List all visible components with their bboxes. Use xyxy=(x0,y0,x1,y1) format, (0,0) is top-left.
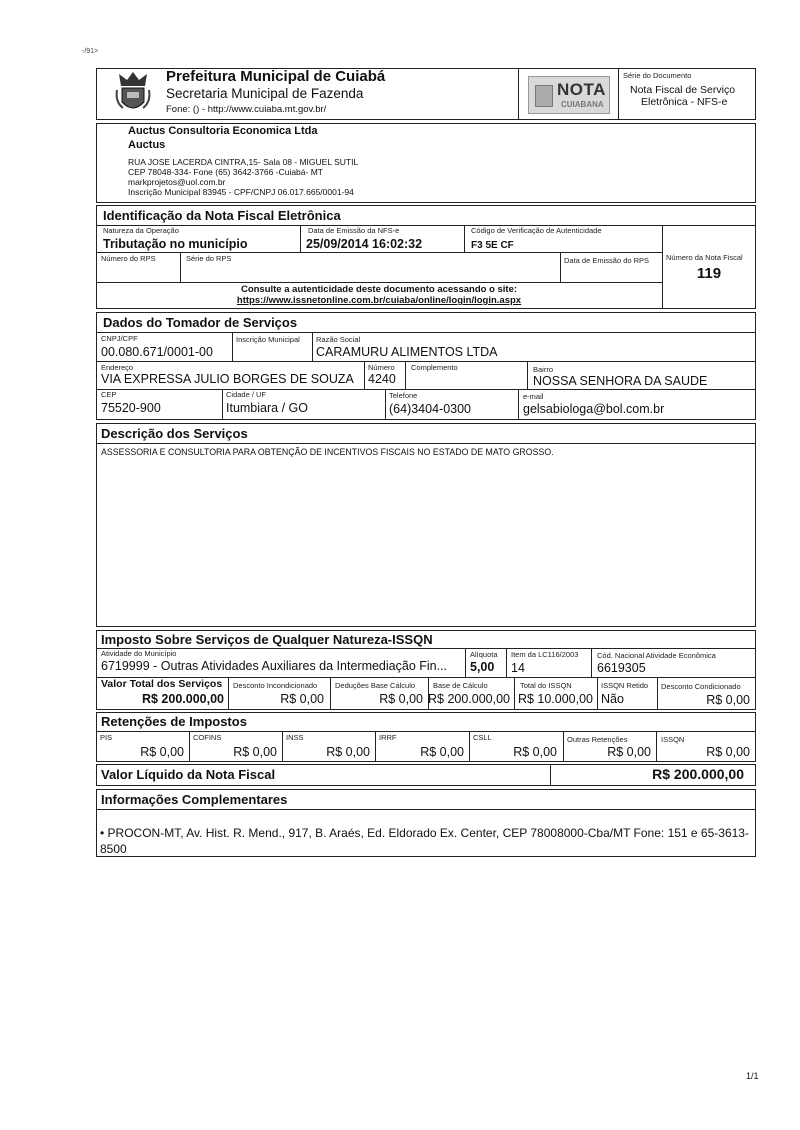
retention-other-value: R$ 0,00 xyxy=(607,745,651,759)
operation-label: Natureza da Operação xyxy=(103,226,179,235)
email-label: e-mail xyxy=(523,392,544,401)
complement-label: Complemento xyxy=(411,363,458,372)
coat-of-arms-icon xyxy=(115,70,151,116)
rps-date-label: Data de Emissão do RPS xyxy=(564,256,650,265)
consult-text: Consulte a autenticidade deste documento acessando o site: xyxy=(240,284,518,295)
retention-irrf-value: R$ 0,00 xyxy=(420,745,464,759)
verification-value: F3 5E CF xyxy=(471,240,514,251)
number-value: 4240 xyxy=(368,372,396,386)
consult-url-link[interactable]: https://www.issnetonline.com.br/cuiaba/online/login/login.aspx xyxy=(236,295,522,306)
cnae-value: 6619305 xyxy=(597,661,646,675)
logo-subtext: CUIABANA xyxy=(561,100,604,109)
provider-short-name: Auctus xyxy=(128,139,166,151)
city-value: Itumbiara / GO xyxy=(226,401,308,415)
corner-mark: -/91> xyxy=(82,48,99,55)
emission-value: 25/09/2014 16:02:32 xyxy=(306,237,423,251)
cnpj-label: CNPJ/CPF xyxy=(101,334,138,343)
retention-other-label: Outras Retenções xyxy=(567,735,628,744)
retentions-title: Retenções de Impostos xyxy=(101,714,247,729)
rate-label: Alíquota xyxy=(470,650,498,659)
services-description: ASSESSORIA E CONSULTORIA PARA OBTENÇÃO DE INCENTIVOS FISCAIS NO ESTADO DE MATO GROSSO. xyxy=(101,447,554,457)
identification-title: Identificação da Nota Fiscal Eletrônica xyxy=(103,208,341,223)
retention-issqn-value: R$ 0,00 xyxy=(706,745,750,759)
district-value: NOSSA SENHORA DA SAUDE xyxy=(533,374,708,388)
nota-cuiabana-logo xyxy=(528,76,610,114)
cnae-label: Cód. Nacional Atividade Econômica xyxy=(597,651,716,660)
total-label: Valor Total dos Serviços xyxy=(101,678,223,690)
provider-address: RUA JOSE LACERDA CINTRA,15- Sala 08 - MIGUEL SUTIL xyxy=(128,157,359,167)
retention-inss-value: R$ 0,00 xyxy=(326,745,370,759)
phone-label: Telefone xyxy=(389,391,418,400)
issqn-total-label: Total do ISSQN xyxy=(520,681,572,690)
phone-value: (64)3404-0300 xyxy=(389,402,472,416)
cond-value: R$ 0,00 xyxy=(706,693,750,707)
retention-pis-label: PIS xyxy=(100,733,113,742)
activity-value: 6719999 - Outras Atividades Auxiliares da Intermediação Fin... xyxy=(101,659,448,673)
net-label: Valor Líquido da Nota Fiscal xyxy=(101,767,276,782)
city-label: Cidade / UF xyxy=(226,390,267,399)
item-value: 14 xyxy=(511,661,525,675)
logo-text: NOTA xyxy=(557,80,606,99)
deductions-value: R$ 0,00 xyxy=(379,692,423,706)
doc-series-label: Série do Documento xyxy=(623,71,692,80)
doc-type-line2: Eletrônica - NFS-e xyxy=(641,96,728,108)
retention-issqn-label: ISSQN xyxy=(661,735,685,744)
number-label: Número xyxy=(368,363,395,372)
retention-csll-label: CSLL xyxy=(473,733,492,742)
retention-irrf-label: IRRF xyxy=(379,733,397,742)
retention-cofins-value: R$ 0,00 xyxy=(233,745,277,759)
doc-type-line1: Nota Fiscal de Serviço xyxy=(630,84,736,96)
rps-number-label: Número do RPS xyxy=(101,254,156,263)
note-number-value: 119 xyxy=(696,265,722,282)
retention-csll-value: R$ 0,00 xyxy=(513,745,557,759)
provider-email: markprojetos@uol.com.br xyxy=(128,177,226,187)
operation-value: Tributação no município xyxy=(103,237,248,251)
cond-label: Desconto Condicionado xyxy=(661,682,741,691)
item-label: Item da LC116/2003 xyxy=(511,650,579,659)
complementary-title: Informações Complementares xyxy=(101,792,288,807)
rate-value: 5,00 xyxy=(470,660,495,674)
verification-label: Código de Verificação de Autenticidade xyxy=(471,226,602,235)
withheld-label: ISSQN Retido xyxy=(601,681,649,690)
name-label: Razão Social xyxy=(316,335,361,344)
cnpj-value: 00.080.671/0001-00 xyxy=(101,345,213,359)
retention-cofins-label: COFINS xyxy=(193,733,222,742)
total-value: R$ 200.000,00 xyxy=(141,692,224,706)
services-title: Descrição dos Serviços xyxy=(101,426,248,441)
page-number: 1/1 xyxy=(746,1071,759,1081)
provider-cep-phone: CEP 78048-334- Fone (65) 3642-3766 -Cuiabá- MT xyxy=(128,167,323,177)
uncond-label: Desconto Incondicionado xyxy=(233,681,318,690)
name-value: CARAMURU ALIMENTOS LTDA xyxy=(316,345,498,359)
address-value: VIA EXPRESSA JULIO BORGES DE SOUZA xyxy=(101,372,354,386)
address-label: Endereço xyxy=(101,363,134,372)
complementary-text: • PROCON-MT, Av. Hist. R. Mend., 917, B. Araés, Ed. Eldorado Ex. Center, CEP 78008000-Cba/MT Fone: 151 e 65-3613-8500 xyxy=(100,826,749,856)
issqn-title: Imposto Sobre Serviços de Qualquer Natureza-ISSQN xyxy=(101,632,433,647)
base-value: R$ 200.000,00 xyxy=(428,692,511,706)
email-value: gelsabiologa@bol.com.br xyxy=(523,402,665,416)
header-contact: Fone: () - http://www.cuiaba.mt.gov.br/ xyxy=(166,104,327,115)
net-value: R$ 200.000,00 xyxy=(652,766,744,782)
withheld-value: Não xyxy=(601,692,624,706)
im-label: Inscrição Municipal xyxy=(236,335,300,344)
cep-label: CEP xyxy=(101,390,117,399)
cep-value: 75520-900 xyxy=(101,401,161,415)
taker-title: Dados do Tomador de Serviços xyxy=(103,315,298,330)
rps-series-label: Série do RPS xyxy=(186,254,232,263)
provider-name: Auctus Consultoria Economica Ltda xyxy=(128,125,318,137)
uncond-value: R$ 0,00 xyxy=(280,692,324,706)
issqn-total-value: R$ 10.000,00 xyxy=(517,692,593,706)
header-title: Prefeitura Municipal de Cuiabá xyxy=(166,68,386,85)
deductions-label: Deduções Base Cálculo xyxy=(335,681,416,690)
emission-label: Data de Emissão da NFS-e xyxy=(308,226,400,235)
provider-registration: Inscrição Municipal 83945 - CPF/CNPJ 06.017.665/0001-94 xyxy=(128,187,354,197)
activity-label: Atividade do Município xyxy=(101,649,177,658)
header-subtitle: Secretaria Municipal de Fazenda xyxy=(166,86,364,101)
retention-pis-value: R$ 0,00 xyxy=(140,745,184,759)
base-label: Base de Cálculo xyxy=(433,681,488,690)
retention-inss-label: INSS xyxy=(286,733,304,742)
note-number-label: Número da Nota Fiscal xyxy=(666,253,743,262)
district-label: Bairro xyxy=(533,365,554,374)
